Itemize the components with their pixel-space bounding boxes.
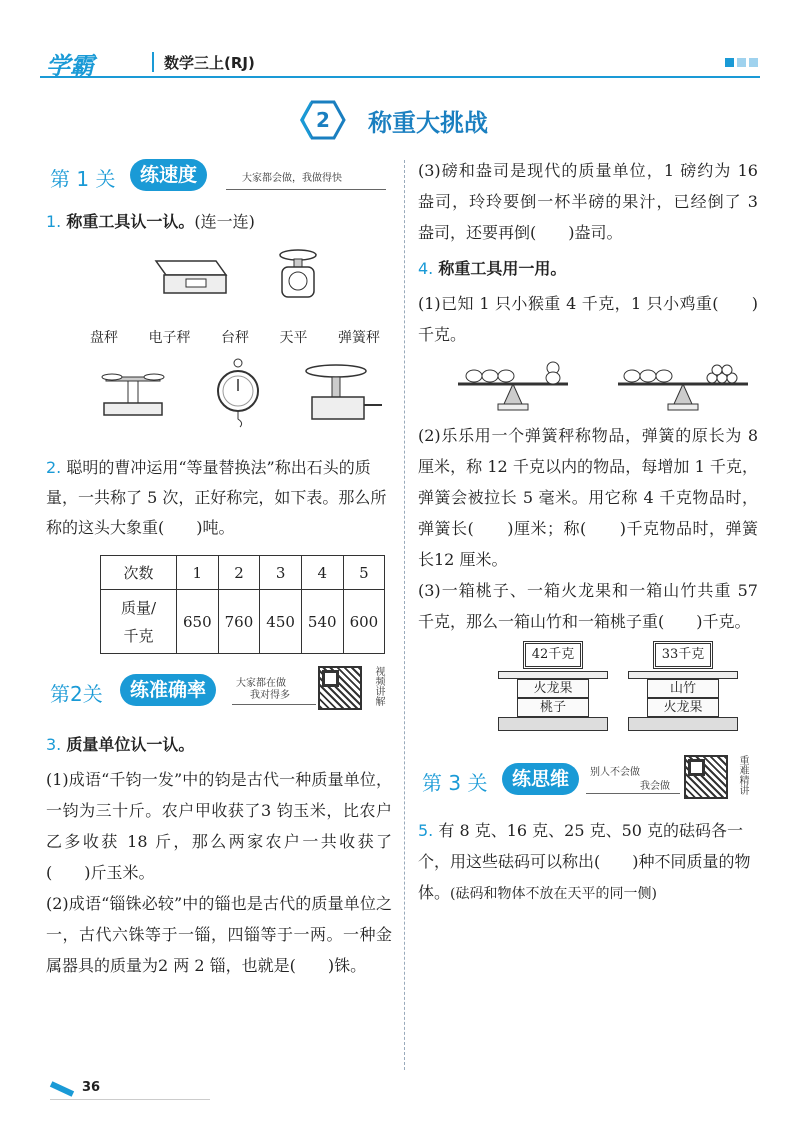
question-3-part-1: (1)成语“千钧一发”中的钧是古代一种质量单位，一钧为三十斤。农户甲收获了3 钧玉米，比农户乙多收获 18 斤，那么两家农户一共收获了( )斤玉米。 — [46, 770, 392, 882]
question-3-part-3: (3)磅和盎司是现代的质量单位，1 磅约为 16 盎司，玲玲要倒一杯半磅的果汁，已经倒了 3 盎司，还要再倒( )盎司。 — [418, 161, 758, 242]
unit-number-badge — [300, 100, 346, 140]
scale-1-base — [498, 717, 608, 731]
unit-title-text: 称重大挑战 — [368, 108, 488, 137]
book-title: 数学三上(RJ) — [164, 54, 255, 72]
stage-3-label: 第 3 关 — [422, 771, 488, 795]
page-header — [40, 44, 760, 78]
question-2 — [46, 453, 392, 543]
scale-2-bottom-box: 火龙果 — [647, 698, 719, 717]
tool-name: 天平 — [279, 330, 308, 346]
fruit-scales — [418, 641, 758, 751]
stage-2-underline — [232, 704, 316, 705]
tool-name: 台秤 — [221, 330, 249, 346]
stage-3-header — [418, 755, 758, 801]
stage-2-header — [46, 666, 392, 712]
stage-2-note-2: 我对得多 — [250, 690, 290, 701]
table-header-cell: 5 — [343, 556, 385, 590]
seesaw-geese-chicks-icon — [618, 365, 748, 410]
steelyard-scale-icon — [306, 365, 382, 419]
question-2-text: 聪明的曹冲运用“等量替换法”称出石头的质量，一共称了 5 次，正好称完，如下表。那么所称的这头大象重( )吨。 — [46, 458, 387, 537]
stage-1-pill: 练速度 — [130, 159, 207, 191]
question-1-hint: (连一连) — [194, 212, 255, 231]
scale-2-plate — [628, 671, 738, 679]
scale-2 — [628, 641, 738, 731]
question-4-number: 4. — [418, 259, 434, 278]
question-4-part-3: (3)一箱桃子、一箱火龙果和一箱山竹共重 57 千克，那么一箱山竹和一箱桃子重( )千克。 — [418, 581, 758, 631]
stage-3-pill: 练思维 — [502, 763, 579, 795]
tool-name: 电子秤 — [148, 330, 191, 346]
header-dots — [725, 58, 758, 67]
scale-1 — [498, 641, 608, 731]
question-1-number: 1. — [46, 212, 62, 231]
qr-code-icon[interactable] — [318, 666, 362, 710]
stage-3-underline — [586, 793, 680, 794]
seesaw-drawing — [418, 356, 758, 414]
question-5-text: 有 8 克、16 克、25 克、50 克的砝码各一个，用这些砝码可以称出( )种不同质量的物体。 — [418, 821, 751, 902]
left-column — [46, 155, 392, 981]
tool-name: 弹簧秤 — [338, 330, 380, 346]
table-cell: 650 — [177, 590, 219, 654]
seesaw-illustrations — [418, 356, 758, 414]
row-label-line-2: 千克 — [123, 626, 154, 645]
question-5-hint: (砝码和物体不放在天平的同一侧) — [450, 886, 657, 902]
electronic-scale-icon — [156, 261, 226, 293]
question-3-part-2: (2)成语“锱铢必较”中的锱也是古代的质量单位之一，古代六铢等于一锱，四锱等于一两。一种金属器具的质量为2 两 2 锱，也就是( )铢。 — [46, 894, 392, 975]
scale-1-display: 42千克 — [523, 641, 583, 669]
table-header-cell: 次数 — [101, 556, 177, 590]
question-2-number: 2. — [46, 458, 62, 477]
column-divider — [404, 160, 405, 1070]
brand-logo: 学霸 — [46, 52, 94, 80]
pen-icon — [50, 1081, 74, 1097]
right-column — [418, 155, 758, 914]
unit-number: 2 — [316, 108, 330, 132]
table-header-cell: 4 — [301, 556, 343, 590]
scale-2-display: 33千克 — [653, 641, 713, 669]
weighing-table — [100, 555, 385, 654]
question-1 — [46, 207, 392, 237]
table-row — [101, 590, 385, 654]
table-header-row — [101, 556, 385, 590]
question-5-number: 5. — [418, 821, 434, 840]
qr-side-label: 视频讲解 — [373, 666, 384, 706]
scale-2-top-box: 山竹 — [647, 679, 719, 698]
table-cell: 600 — [343, 590, 385, 654]
table-header-cell: 3 — [260, 556, 302, 590]
page-footer — [50, 1080, 210, 1100]
tool-images-row-2 — [46, 357, 392, 439]
balance-icon — [102, 374, 164, 415]
scale-1-plate — [498, 671, 608, 679]
stage-3-note-2: 我会做 — [640, 781, 670, 792]
row-label-line-1: 质量/ — [120, 598, 157, 617]
question-4 — [418, 254, 758, 284]
stage-1-header — [46, 155, 392, 197]
tool-name: 盘秤 — [90, 330, 118, 346]
qr-side-label: 重难精讲 — [737, 755, 748, 795]
qr-code-icon[interactable] — [684, 755, 728, 799]
stage-1-label: 第 1 关 — [50, 167, 116, 191]
stage-1-underline — [226, 189, 386, 190]
stage-3-note-1: 别人不会做 — [590, 767, 640, 778]
page-number: 36 — [82, 1080, 101, 1095]
question-1-title: 称重工具认一认。 — [66, 212, 195, 231]
table-cell: 450 — [260, 590, 302, 654]
tool-images-row-1 — [46, 241, 392, 323]
scale-1-bottom-box: 桃子 — [517, 698, 589, 717]
stage-2-note-1: 大家都在做 — [236, 678, 286, 689]
table-row-label — [101, 590, 177, 654]
unit-title — [300, 98, 488, 142]
question-3-title: 质量单位认一认。 — [66, 735, 195, 754]
table-cell: 760 — [218, 590, 260, 654]
question-3 — [46, 730, 392, 760]
table-header-cell: 2 — [218, 556, 260, 590]
seesaw-geese-monkey-icon — [458, 362, 568, 410]
spring-scale-icon — [218, 359, 258, 427]
question-5 — [418, 815, 758, 910]
question-4-part-2: (2)乐乐用一个弹簧秤称物品，弹簧的原长为 8 厘米，称 12 千克以内的物品，每增加 1 千克，弹簧会被拉长 5 毫米。用它称 4 千克物品时，弹簧长( )厘米；称( )千克物品时，弹簧长12 厘米。 — [418, 426, 758, 569]
stage-1-note: 大家都会做，我做得快 — [242, 173, 342, 184]
stage-2-label: 第2关 — [50, 682, 103, 706]
header-divider — [152, 52, 154, 72]
table-header-cell: 1 — [177, 556, 219, 590]
tool-names — [46, 327, 392, 347]
question-4-title: 称重工具用一用。 — [438, 259, 567, 278]
table-cell: 540 — [301, 590, 343, 654]
stage-2-pill: 练准确率 — [120, 674, 216, 706]
scale-1-top-box: 火龙果 — [517, 679, 589, 698]
platform-scale-icon — [280, 250, 316, 297]
question-4-part-1: (1)已知 1 只小猴重 4 千克，1 只小鸡重( )千克。 — [418, 294, 758, 344]
scale-illustrations-top — [46, 241, 386, 323]
question-3-number: 3. — [46, 735, 62, 754]
scale-2-base — [628, 717, 738, 731]
scale-illustrations-bottom — [46, 357, 386, 439]
